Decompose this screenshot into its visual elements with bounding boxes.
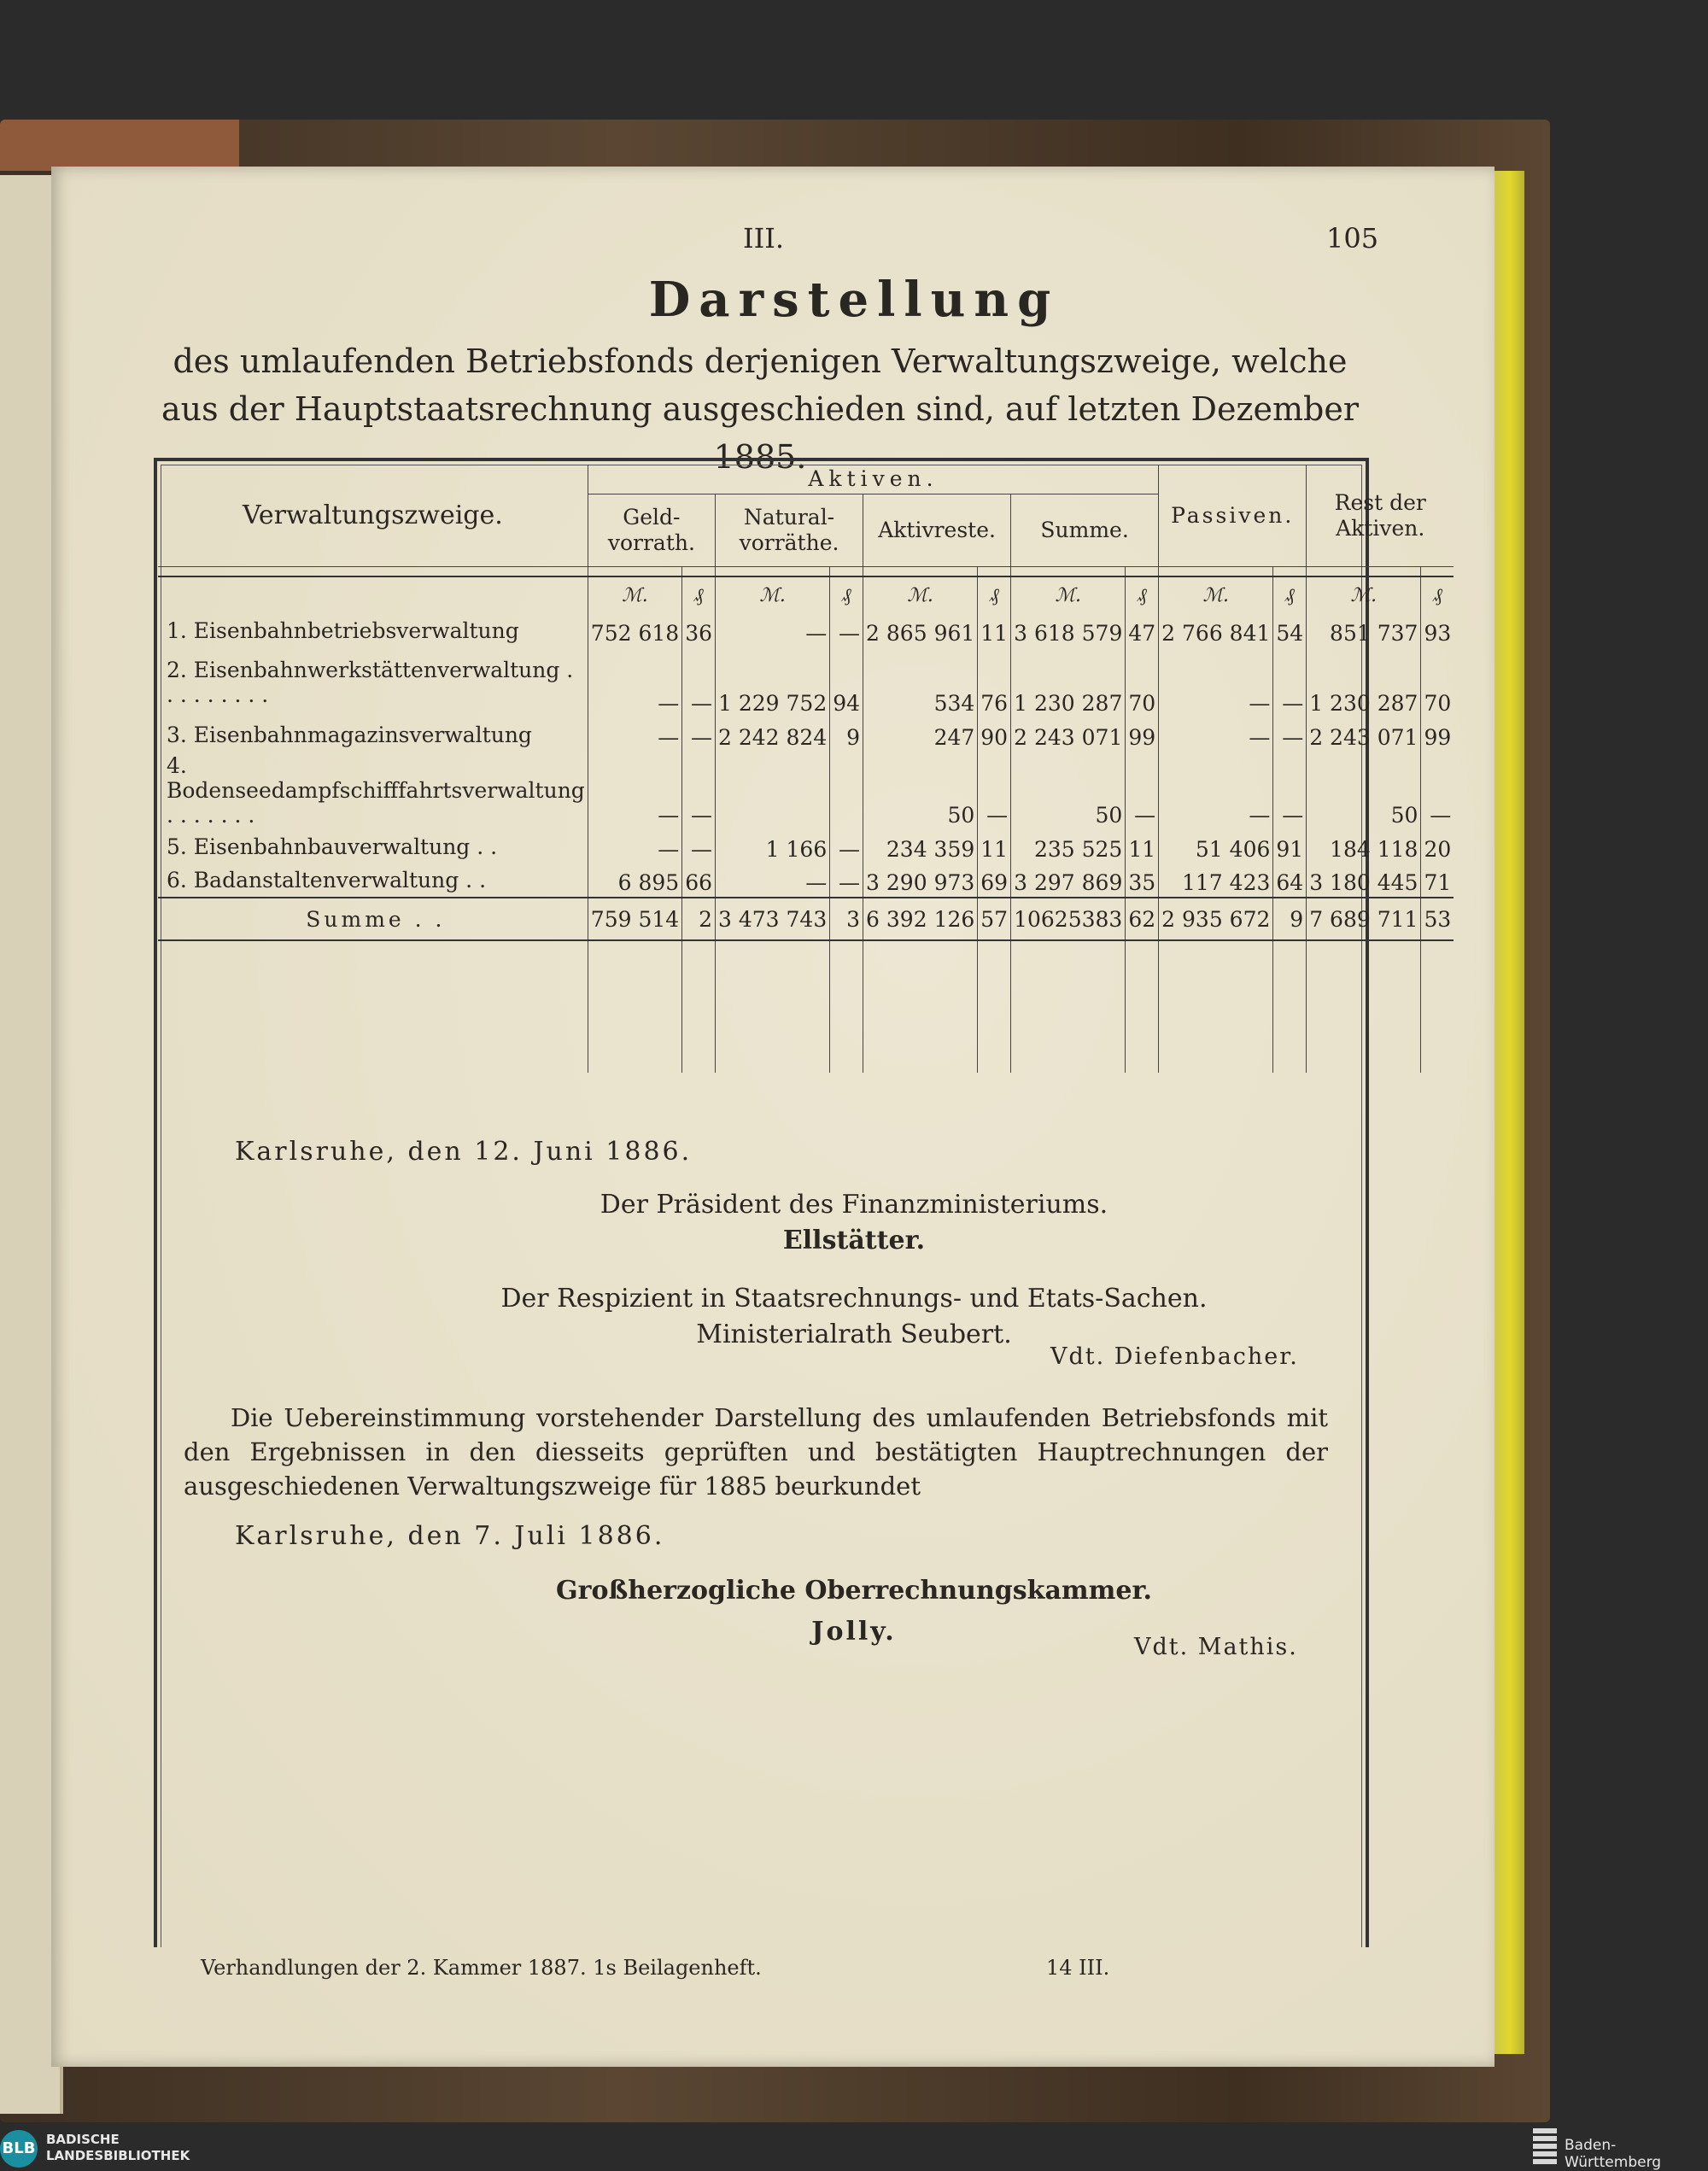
- cell-sum-m: 2 243 071: [1011, 717, 1126, 752]
- table-row: [158, 829, 1454, 863]
- col-summe: Summe.: [1011, 494, 1159, 567]
- blb-name-line1: BADISCHE: [46, 2132, 120, 2147]
- cell-sum-pf: 99: [1126, 717, 1159, 752]
- page-subtitle: des umlaufenden Betriebsfonds derjenigen Verwaltungszweige, welche aus der Hauptstaatsrechnung ausgeschieden sind, auf letzten Dezember 1885.: [161, 342, 1360, 476]
- cell-rest-m: 851 737: [1307, 613, 1421, 647]
- cell-nat-pf: [830, 752, 863, 829]
- total-row: [158, 898, 1454, 940]
- cell-geld-m: 752 618: [588, 613, 681, 647]
- sig1-office2: Der Respizient in Staatsrechnungs- und Etats-Sachen.: [500, 1284, 1208, 1314]
- table-row: [158, 752, 1454, 829]
- row-label: 5. Eisenbahnbauverwaltung . .: [167, 834, 498, 859]
- row-label: 3. Eisenbahnmagazinsverwaltung: [167, 722, 532, 747]
- total-rest-pf: 53: [1421, 898, 1454, 940]
- sig1-vdt: Vdt. Diefenbacher.: [1050, 1343, 1299, 1370]
- sig1-name: Ellstätter.: [782, 1226, 926, 1255]
- total-rest-m: 7 689 711: [1307, 898, 1421, 940]
- unit-pf: ₰: [978, 576, 1011, 613]
- cell-nat-pf: 94: [830, 647, 863, 717]
- cell-sum-m: 50: [1011, 752, 1126, 829]
- cell-pas-m: 117 423: [1159, 863, 1273, 898]
- page-title: Darstellung: [648, 272, 1060, 328]
- col-rest: Rest der Aktiven.: [1307, 465, 1454, 567]
- footer-right: 14 III.: [1046, 1956, 1110, 1980]
- cell-nat-m: [716, 752, 830, 829]
- total-nat-pf: 3: [830, 898, 863, 940]
- sig1-name2: Ministerialrath Seubert.: [696, 1320, 1012, 1349]
- cell-geld-pf: —: [682, 717, 716, 752]
- cell-geld-m: 6 895: [588, 863, 681, 898]
- cell-nat-m: 1 166: [716, 829, 830, 863]
- cell-sum-pf: 70: [1126, 647, 1159, 717]
- footer-left: Verhandlungen der 2. Kammer 1887. 1s Beilagenheft.: [201, 1956, 762, 1980]
- cell-pas-m: —: [1159, 647, 1273, 717]
- cell-nat-pf: 9: [830, 717, 863, 752]
- sig1-office: Der Präsident des Finanzministeriums.: [600, 1190, 1108, 1220]
- row-label: 1. Eisenbahnbetriebsverwaltung: [167, 617, 519, 643]
- table-row: [158, 717, 1454, 752]
- sig2-office: Großherzogliche Oberrechnungskammer.: [556, 1576, 1152, 1606]
- cell-geld-pf: —: [682, 829, 716, 863]
- blb-name-line2: LANDESBIBLIOTHEK: [46, 2148, 190, 2163]
- fund-table: [158, 465, 1454, 1073]
- cell-akt-pf: 76: [978, 647, 1011, 717]
- cell-sum-pf: —: [1126, 752, 1159, 829]
- cell-pas-pf: 54: [1273, 613, 1307, 647]
- cell-rest-pf: 70: [1421, 647, 1454, 717]
- viewer-bar: [0, 2125, 1708, 2168]
- certification-text: Die Uebereinstimmung vorstehender Darstellung des umlaufenden Betriebsfonds mit den Ergebnissen in den diesseits geprüften und bestätigten Hauptrechnungen der ausgeschiedenen Verwaltungszweige für 1885 beurkundet: [184, 1403, 1328, 1501]
- cell-sum-m: 3 297 869: [1011, 863, 1126, 898]
- unit-pf: ₰: [1273, 576, 1307, 613]
- cell-geld-pf: 36: [682, 613, 716, 647]
- cell-sum-pf: 47: [1126, 613, 1159, 647]
- cell-geld-pf: —: [682, 647, 716, 717]
- cell-pas-pf: —: [1273, 752, 1307, 829]
- col-aktivreste: Aktivreste.: [863, 494, 1011, 567]
- total-sum-pf: 62: [1126, 898, 1159, 940]
- sig2-name: Jolly.: [811, 1617, 897, 1647]
- row-label: 2. Eisenbahnwerkstättenverwaltung . . . . . . . . .: [167, 658, 574, 707]
- cell-geld-m: —: [588, 829, 681, 863]
- cell-akt-m: 50: [863, 752, 978, 829]
- page-number: 105: [1326, 222, 1379, 255]
- table-row: [158, 613, 1454, 647]
- cell-akt-pf: 11: [978, 829, 1011, 863]
- total-akt-pf: 57: [978, 898, 1011, 940]
- cell-rest-pf: 93: [1421, 613, 1454, 647]
- cell-nat-m: —: [716, 863, 830, 898]
- cell-geld-m: —: [588, 717, 681, 752]
- blb-logo[interactable]: BLB: [0, 2130, 38, 2168]
- cell-rest-pf: —: [1421, 752, 1454, 829]
- cell-rest-pf: 20: [1421, 829, 1454, 863]
- cell-rest-m: 1 230 287: [1307, 647, 1421, 717]
- sig2-vdt: Vdt. Mathis.: [1134, 1634, 1298, 1660]
- total-nat-m: 3 473 743: [716, 898, 830, 940]
- col-geld: Geld-vorrath.: [588, 494, 715, 567]
- unit-row: [158, 576, 1454, 613]
- blb-name: [46, 2132, 190, 2164]
- unit-mark: ℳ.: [863, 576, 978, 613]
- table-row: [158, 863, 1454, 898]
- row-label: 6. Badanstaltenverwaltung . .: [167, 868, 487, 892]
- cell-akt-m: 2 865 961: [863, 613, 978, 647]
- cell-nat-pf: —: [830, 613, 863, 647]
- cell-sum-pf: 11: [1126, 829, 1159, 863]
- cell-akt-m: 247: [863, 717, 978, 752]
- cell-nat-m: 2 242 824: [716, 717, 830, 752]
- cell-geld-m: —: [588, 647, 681, 717]
- cell-pas-pf: 64: [1273, 863, 1307, 898]
- cell-pas-m: 51 406: [1159, 829, 1273, 863]
- unit-pf: ₰: [830, 576, 863, 613]
- cell-nat-m: 1 229 752: [716, 647, 830, 717]
- unit-pf: ₰: [1126, 576, 1159, 613]
- unit-mark: ℳ.: [1011, 576, 1126, 613]
- sig1-place-date: Karlsruhe, den 12. Juni 1886.: [235, 1137, 693, 1167]
- cell-pas-pf: —: [1273, 647, 1307, 717]
- cell-pas-m: —: [1159, 752, 1273, 829]
- cell-akt-pf: —: [978, 752, 1011, 829]
- cell-rest-pf: 71: [1421, 863, 1454, 898]
- cell-akt-m: 3 290 973: [863, 863, 978, 898]
- total-pas-m: 2 935 672: [1159, 898, 1273, 940]
- cell-rest-m: 3 180 445: [1307, 863, 1421, 898]
- cell-pas-m: —: [1159, 717, 1273, 752]
- table-row: [158, 647, 1454, 717]
- cell-geld-m: —: [588, 752, 681, 829]
- section-number: III.: [743, 222, 785, 255]
- cell-akt-pf: 69: [978, 863, 1011, 898]
- total-geld-pf: 2: [682, 898, 716, 940]
- cell-rest-m: 184 118: [1307, 829, 1421, 863]
- total-sum-m: 10625383: [1011, 898, 1126, 940]
- cell-pas-pf: —: [1273, 717, 1307, 752]
- row-label: 4. Bodenseedampfschifffahrtsverwaltung . . . . . . .: [167, 753, 585, 828]
- cell-pas-m: 2 766 841: [1159, 613, 1273, 647]
- bw-lion-icon: [1533, 2128, 1557, 2164]
- unit-mark: ℳ.: [1159, 576, 1273, 613]
- unit-pf: ₰: [1421, 576, 1454, 613]
- cell-sum-m: 1 230 287: [1011, 647, 1126, 717]
- cell-akt-m: 234 359: [863, 829, 978, 863]
- book-cover-corner: [0, 120, 239, 171]
- total-akt-m: 6 392 126: [863, 898, 978, 940]
- cell-pas-pf: 91: [1273, 829, 1307, 863]
- cell-nat-m: —: [716, 613, 830, 647]
- cell-sum-m: 3 618 579: [1011, 613, 1126, 647]
- cell-rest-pf: 99: [1421, 717, 1454, 752]
- sig2-place-date: Karlsruhe, den 7. Juli 1886.: [235, 1521, 665, 1551]
- cell-rest-m: 2 243 071: [1307, 717, 1421, 752]
- cell-nat-pf: —: [830, 829, 863, 863]
- total-geld-m: 759 514: [588, 898, 681, 940]
- cell-sum-pf: 35: [1126, 863, 1159, 898]
- bw-name[interactable]: Baden-Württemberg: [1565, 2137, 1662, 2171]
- total-pas-pf: 9: [1273, 898, 1307, 940]
- col-natural: Natural-vorräthe.: [716, 494, 863, 567]
- cell-akt-m: 534: [863, 647, 978, 717]
- cell-akt-pf: 11: [978, 613, 1011, 647]
- cell-rest-m: 50: [1307, 752, 1421, 829]
- unit-pf: ₰: [682, 576, 716, 613]
- cell-nat-pf: —: [830, 863, 863, 898]
- cell-sum-m: 235 525: [1011, 829, 1126, 863]
- col-passiven: Passiven.: [1159, 465, 1307, 567]
- unit-mark: ℳ.: [1307, 576, 1421, 613]
- cell-akt-pf: 90: [978, 717, 1011, 752]
- cell-geld-pf: 66: [682, 863, 716, 898]
- unit-mark: ℳ.: [716, 576, 830, 613]
- unit-mark: ℳ.: [588, 576, 681, 613]
- cell-geld-pf: —: [682, 752, 716, 829]
- col-branch: Verwaltungszweige.: [158, 465, 588, 567]
- table-filler: [158, 940, 1454, 1073]
- col-group-aktiven: Aktiven.: [588, 465, 1158, 494]
- total-label: Summe . .: [158, 898, 588, 940]
